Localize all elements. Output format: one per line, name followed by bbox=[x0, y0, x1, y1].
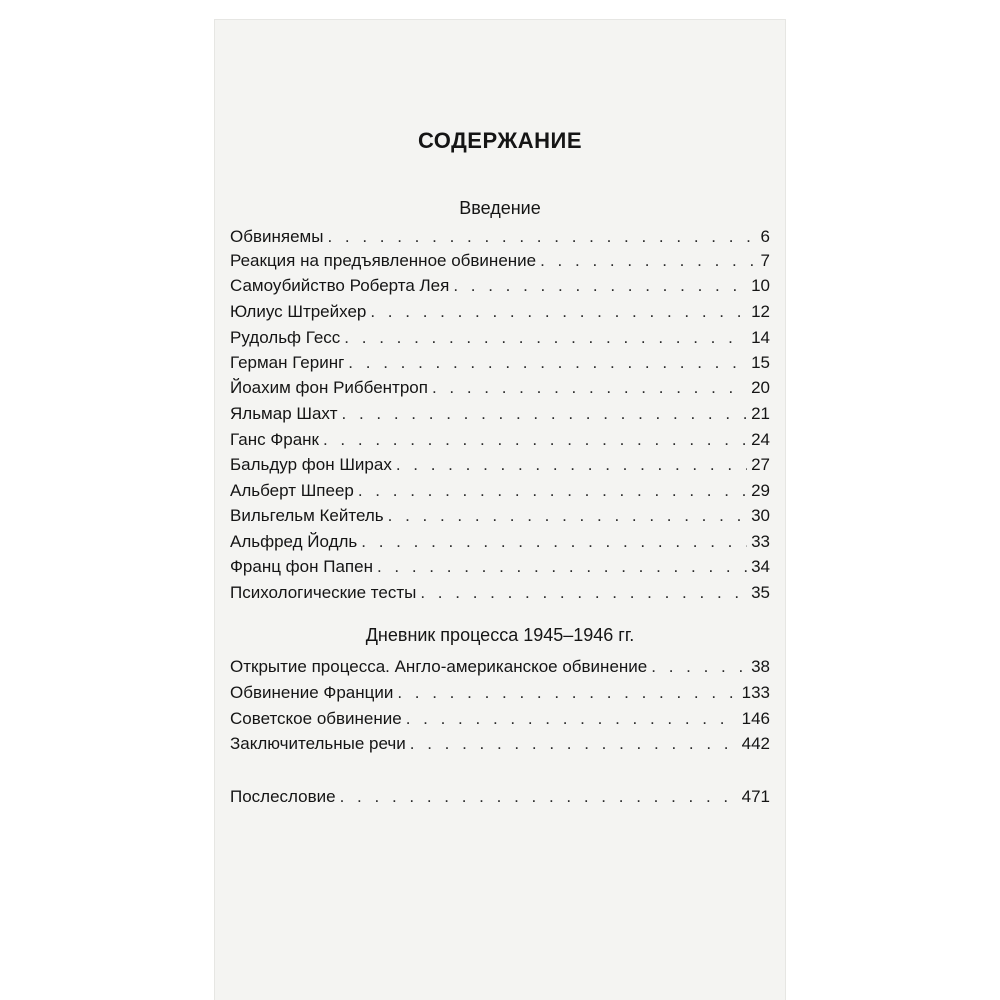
toc-entry[interactable] bbox=[230, 481, 770, 505]
dot-leader bbox=[370, 302, 747, 322]
dot-leader bbox=[377, 557, 747, 577]
toc-entry-label: Йоахим фон Риббентроп bbox=[230, 378, 428, 397]
dot-leader bbox=[540, 251, 756, 271]
toc-entry-page: 14 bbox=[751, 328, 770, 347]
toc-entry-page: 146 bbox=[741, 709, 770, 728]
toc-entry-label: Рудольф Гесс bbox=[230, 328, 341, 347]
dot-leader bbox=[344, 328, 747, 348]
toc-entry-page: 7 bbox=[760, 251, 770, 270]
toc-entry-label: Психологические тесты bbox=[230, 583, 417, 602]
toc-entry-label: Франц фон Папен bbox=[230, 557, 373, 576]
toc-entry-page: 30 bbox=[751, 506, 770, 525]
dot-leader bbox=[420, 583, 747, 603]
dot-leader bbox=[453, 276, 747, 296]
toc-entry[interactable] bbox=[230, 506, 770, 530]
toc-entry-page: 15 bbox=[751, 353, 770, 372]
dot-leader bbox=[410, 734, 738, 754]
toc-entry-label: Ганс Франк bbox=[230, 430, 319, 449]
toc-entry[interactable] bbox=[230, 276, 770, 300]
section-heading-introduction: Введение bbox=[459, 198, 541, 218]
toc-entry-label: Юлиус Штрейхер bbox=[230, 302, 367, 321]
toc-entry-label: Обвинение Франции bbox=[230, 683, 394, 702]
toc-entry-label: Реакция на предъявленное обвинение bbox=[230, 251, 537, 270]
toc-entry[interactable] bbox=[230, 404, 770, 428]
toc-entry-page: 21 bbox=[751, 404, 770, 423]
toc-entry-page: 442 bbox=[741, 734, 770, 753]
toc-entry-label: Альберт Шпеер bbox=[230, 481, 354, 500]
toc-entry[interactable] bbox=[230, 353, 770, 377]
toc-entry-page: 133 bbox=[741, 683, 770, 702]
dot-leader bbox=[397, 683, 737, 703]
dot-leader bbox=[651, 657, 747, 677]
toc-entry[interactable] bbox=[230, 430, 770, 454]
toc-entry-page: 24 bbox=[751, 430, 770, 449]
toc-entry-label: Вильгельм Кейтель bbox=[230, 506, 384, 525]
toc-entry-page: 27 bbox=[751, 455, 770, 474]
toc-entry-page: 38 bbox=[751, 657, 770, 676]
toc-entry[interactable] bbox=[230, 455, 770, 479]
dot-leader bbox=[406, 709, 738, 729]
toc-entry-label: Обвиняемы bbox=[230, 227, 324, 246]
toc-entry-page: 12 bbox=[751, 302, 770, 321]
toc-entry[interactable] bbox=[230, 378, 770, 402]
toc-entry[interactable] bbox=[230, 557, 770, 581]
toc-entry[interactable] bbox=[230, 709, 770, 733]
dot-leader bbox=[432, 378, 747, 398]
table-of-contents bbox=[230, 0, 770, 1000]
toc-entry-label: Открытие процесса. Англо-американское обвинение bbox=[230, 657, 648, 676]
toc-entry-label: Заключительные речи bbox=[230, 734, 406, 753]
toc-entry-label: Самоубийство Роберта Лея bbox=[230, 276, 450, 295]
dot-leader bbox=[327, 227, 756, 247]
dot-leader bbox=[342, 404, 748, 424]
toc-entry[interactable] bbox=[230, 683, 770, 707]
page-title: СОДЕРЖАНИЕ bbox=[417, 128, 583, 153]
toc-entry[interactable] bbox=[230, 583, 770, 607]
toc-entry-page: 6 bbox=[760, 227, 770, 246]
toc-entry[interactable] bbox=[230, 657, 770, 681]
dot-leader bbox=[388, 506, 747, 526]
toc-entry[interactable] bbox=[230, 302, 770, 326]
toc-entry-page: 33 bbox=[751, 532, 770, 551]
toc-entry-label: Послесловие bbox=[230, 787, 336, 806]
dot-leader bbox=[361, 532, 747, 552]
dot-leader bbox=[396, 455, 747, 475]
toc-entry-page: 34 bbox=[751, 557, 770, 576]
toc-entry[interactable] bbox=[230, 734, 770, 758]
toc-entry-page: 29 bbox=[751, 481, 770, 500]
toc-entry-page: 35 bbox=[751, 583, 770, 602]
toc-entry-label: Яльмар Шахт bbox=[230, 404, 338, 423]
toc-entry-label: Альфред Йодль bbox=[230, 532, 358, 551]
toc-entry-page: 20 bbox=[751, 378, 770, 397]
dot-leader bbox=[348, 353, 747, 373]
toc-entry-label: Герман Геринг bbox=[230, 353, 345, 372]
toc-entry-label: Бальдур фон Ширах bbox=[230, 455, 392, 474]
toc-entry-afterword[interactable] bbox=[230, 787, 770, 811]
toc-entry-label: Советское обвинение bbox=[230, 709, 402, 728]
toc-entry[interactable] bbox=[230, 251, 770, 275]
toc-entry[interactable] bbox=[230, 227, 770, 251]
toc-entry[interactable] bbox=[230, 532, 770, 556]
toc-entry-page: 10 bbox=[751, 276, 770, 295]
section-heading-trial-diary: Дневник процесса 1945–1946 гг. bbox=[365, 625, 635, 645]
toc-entry[interactable] bbox=[230, 328, 770, 352]
dot-leader bbox=[340, 787, 738, 807]
dot-leader bbox=[358, 481, 747, 501]
toc-entry-page: 471 bbox=[741, 787, 770, 806]
dot-leader bbox=[323, 430, 747, 450]
